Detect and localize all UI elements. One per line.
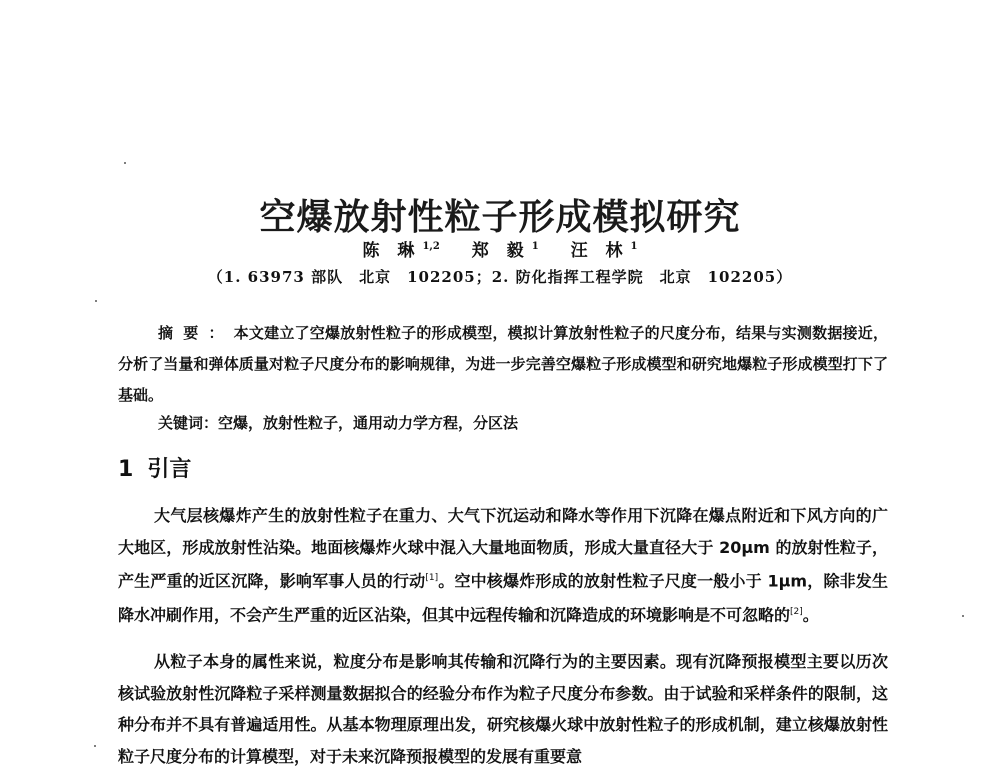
author-affiliation-mark: 1 [630,241,638,253]
author [472,241,539,261]
scan-speck [962,615,964,617]
author-affiliation-mark: 1 [531,241,539,253]
author [571,241,638,261]
body-paragraph [118,500,888,631]
paragraph-text: 。 [802,605,819,625]
section-title: 引言 [147,457,192,482]
author-name: 郑 毅 [471,241,530,261]
author-affiliation-mark: 1,2 [422,241,440,253]
section-heading [118,452,191,483]
author-list [0,236,1000,261]
section-number: 1 [118,457,134,482]
citation-ref[interactable]: [2] [790,606,803,617]
scan-speck [124,162,126,164]
scan-speck [94,745,96,747]
citation-ref[interactable]: [1] [425,573,439,583]
author-name: 陈 琳 [362,241,421,261]
keywords-text: 空爆，放射性粒子，通用动力学方程，分区法 [218,414,519,432]
author-name: 汪 林 [570,241,629,261]
keywords-label: 关键词： [158,414,219,432]
keywords [158,411,518,435]
paragraph-text: 从粒子本身的属性来说，粒度分布是影响其传输和沉降行为的主要因素。现有沉降预报模型主要以历次核试验放射性沉降粒子采样测量数据拟合的经验分布作为粒子尺度分布参数。由于试验和采样条件的限制，这种分布并不具有普遍适用性。从基本物理原理出发，研究核爆火球中放射性粒子的形成机制，建立核爆放射性粒子尺度分布的计算模型，对于未来沉降预报模型的发展有重要意 [118,652,888,766]
paper-title: 空爆放射性粒子形成模拟研究 [259,196,741,239]
abstract-label: 摘要： [158,324,234,342]
paragraph-text: 。空中核爆炸形成的放射性粒子尺度一般小于 1μm，除非发生降水冲刷作用，不会产生严重的近区沾染，但其中远程传输和沉降造成的环境影响是不可忽略的 [118,571,888,625]
abstract [118,318,888,411]
affiliation-line: （1. 63973 部队 北京 102205；2. 防化指挥工程学院 北京 102205） [207,268,793,286]
body-paragraph [118,646,888,772]
scan-speck [95,300,97,302]
paragraph-text: 大气层核爆炸产生的放射性粒子在重力、大气下沉运动和降水等作用下沉降在爆点附近和下风方向的广大地区，形成放射性沾染。地面核爆炸火球中混入大量地面物质，形成大量直径大于 20μm 的放射性粒子，产生严重的近区沉降，影响军事人员的行动 [118,506,888,591]
abstract-text: 本文建立了空爆放射性粒子的形成模型，模拟计算放射性粒子的尺度分布，结果与实测数据接近，分析了当量和弹体质量对粒子尺度分布的影响规律，为进一步完善空爆粒子形成模型和研究地爆粒子形成模型打下了基础。 [118,324,888,404]
author [363,241,440,261]
